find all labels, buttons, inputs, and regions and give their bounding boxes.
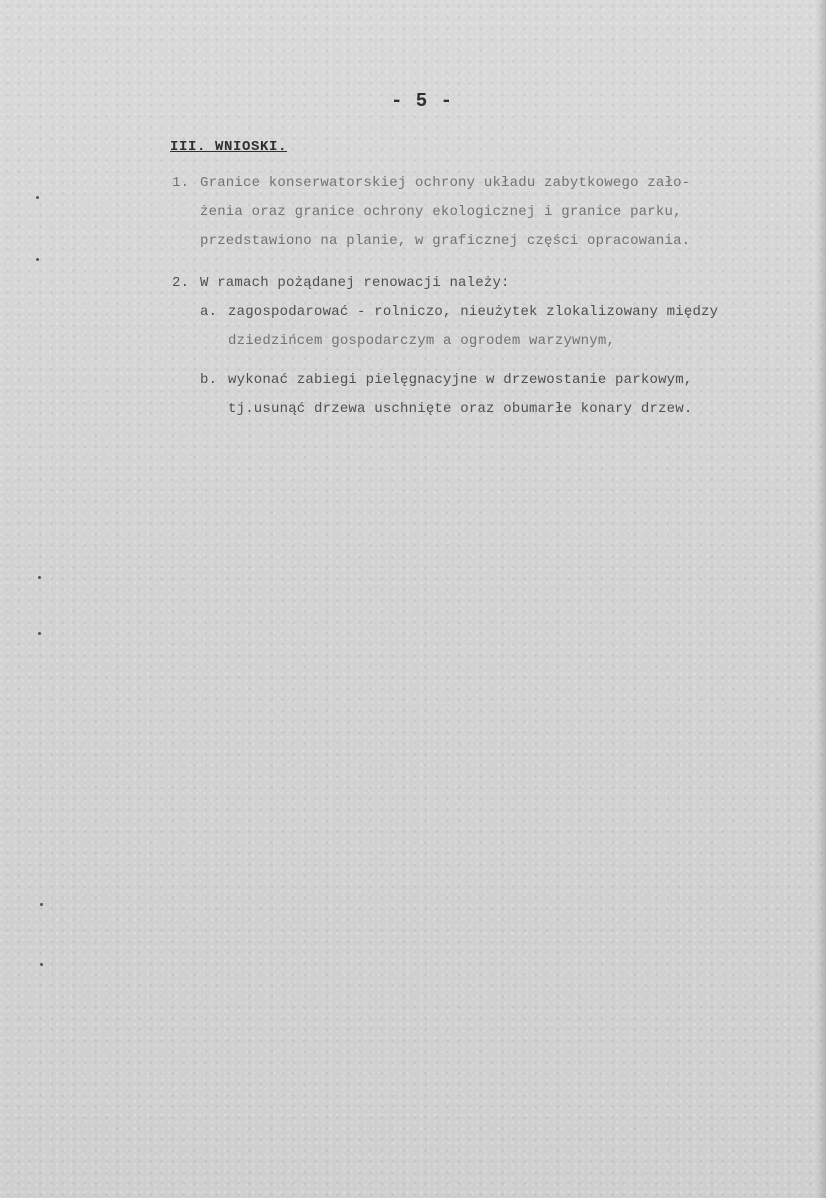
item-2-number: 2. (172, 275, 190, 291)
margin-speck (38, 632, 41, 635)
margin-speck (36, 258, 39, 261)
page-edge-shadow (816, 0, 826, 1198)
margin-speck (40, 903, 43, 906)
item-2a-line-1: zagospodarować - rolniczo, nieużytek zlokalizowany między (228, 304, 719, 320)
item-1-number: 1. (172, 175, 190, 191)
page-number: - 5 - (391, 90, 454, 112)
section-heading: III. WNIOSKI. (170, 139, 288, 155)
margin-speck (38, 576, 41, 579)
margin-speck (36, 196, 39, 199)
item-2b-line-2: tj.usunąć drzewa uschnięte oraz obumarłe konary drzew. (228, 401, 693, 417)
item-2a-line-2: dziedzińcem gospodarczym a ogrodem warzywnym, (228, 333, 616, 349)
item-2b-line-1: wykonać zabiegi pielęgnacyjne w drzewostanie parkowym, (228, 372, 693, 388)
item-2a-marker: a. (200, 304, 218, 320)
item-2-intro: W ramach pożądanej renowacji należy: (200, 275, 510, 291)
margin-speck (40, 963, 43, 966)
item-1-line-1: Granice konserwatorskiej ochrony układu zabytkowego zało- (200, 175, 691, 191)
item-1-line-3: przedstawiono na planie, w graficznej części opracowania. (200, 233, 691, 249)
item-1-line-2: żenia oraz granice ochrony ekologicznej i granice parku, (200, 204, 682, 220)
item-2b-marker: b. (200, 372, 218, 388)
